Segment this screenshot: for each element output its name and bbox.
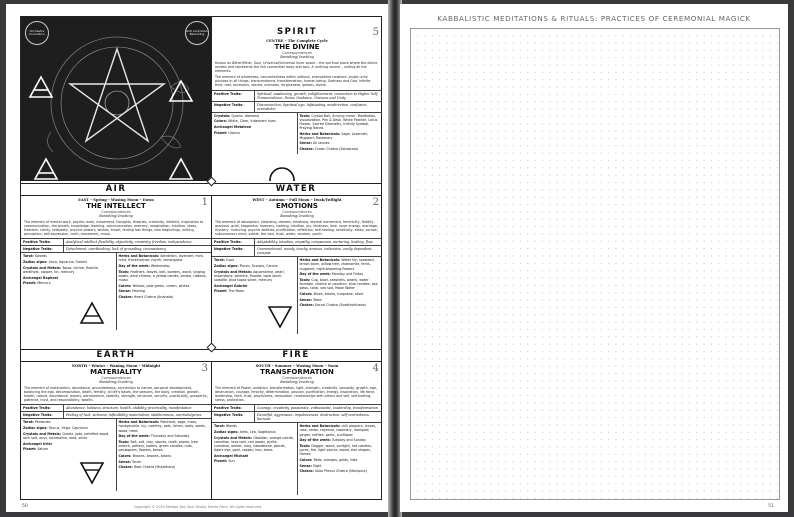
air-kv: Crystals and Metals: Topaz, citrine, fluorite, amethyst, copper, tin, mercury	[23, 265, 99, 274]
earth-kv: Planet: Saturn	[23, 447, 49, 452]
water-kv: Archangel Gabriel	[214, 283, 248, 288]
air-kv: Sense: Hearing	[118, 289, 146, 294]
fire-kv: Colors: Reds, oranges, golds, lilies	[299, 457, 358, 462]
water-correspondences: Correspondences	[282, 210, 312, 214]
spirit-number: 5	[372, 27, 379, 38]
fire-kv: Sense: Sight	[299, 463, 322, 468]
earth-kv: Chakra: Root Chakra (Muladhara)	[118, 465, 176, 470]
air-title: THE INTELLECT	[86, 202, 146, 210]
dot-grid-notes-area[interactable]	[410, 28, 780, 500]
air-negative-row: Negative Traits: Detachment, overthinking, lack of grounding, inconsistency	[21, 245, 211, 252]
spirit-para-2: The element of wholeness, connectedness within without, everywhere nowhere, single unity purpose in all things, transcendence, transformation, human being, Godness and God, infinite time, rest, ancestors, sacred, unknown, forgiveness, golden, divine.	[215, 75, 371, 88]
fire-negative-row: Negative Traits: Deceitful, aggression, impulsiveness, destruction, self-centredness, burnout	[212, 411, 382, 422]
air-positive-row: Positive Traits: Analytical intellect flexibility, objectivity, creativity, freedom, independence	[21, 238, 211, 245]
air-subtitle: EAST – Spring – Waxing Moon – Dawn	[78, 198, 154, 202]
fire-kv: Archangel Michael	[214, 453, 249, 458]
water-kv: Sense: Taste	[299, 297, 322, 302]
earth-kv: Archangel Uriel	[23, 441, 52, 446]
air-number: 1	[201, 197, 208, 208]
fire-kv: Day of the week: Tuesday and Sunday	[299, 438, 366, 443]
water-kv: Tarot: Cups	[214, 258, 235, 263]
pentagram-artwork	[21, 17, 211, 181]
earth-band: EARTH	[21, 349, 211, 360]
water-kv: Planet: The Moon	[214, 289, 245, 294]
air-kv: Day of the week: Wednesday	[118, 264, 170, 269]
fire-details	[212, 422, 382, 495]
running-header: KABBALISTIC MEDITATIONS & RITUALS: PRACTICES OF CEREMONIAL MAGICK	[437, 14, 751, 23]
air-correspondences: Correspondences	[101, 210, 131, 214]
air-section	[21, 195, 211, 346]
right-folio: 51	[768, 504, 774, 509]
spirit-title: THE DIVINE	[274, 43, 320, 51]
water-positive-row: Positive Traits: Adaptability, intuition, empathy, compassion, nurturing, healing, flow	[212, 238, 382, 245]
banishing-badge: Anti Lockdown Banishing	[185, 21, 209, 45]
air-kv: Archangel Raphael	[23, 275, 58, 280]
fire-correspondences: Correspondences	[282, 376, 312, 380]
copyright-line: Copyright © 2024 Melissa Bay Soul Studio. Blerfa Farm. All rights reserved.	[134, 505, 262, 509]
fire-kv: Chakra: Solar Plexus Chakra (Manipura)	[299, 469, 367, 474]
left-folio: 50	[22, 504, 28, 509]
air-kv: Chakra: Heart Chakra (Anahata)	[118, 295, 174, 300]
water-details	[212, 256, 382, 334]
water-number: 2	[372, 197, 379, 208]
spirit-para-1: Known as Æther/Ether, Soul, Universal/Universal inner space – the spiritual place where the divine resides and represents the link connection body and soul. A unifying source – uniting all the elements.	[215, 61, 378, 74]
air-kv: Tools: Feathers, leaves, bell, borders, wand, singing bowls, wind chimes, a yellow candle, smoke, ribbons, music	[118, 269, 207, 283]
fire-kv: Herbs and Botanicals: chili peppers, cloves, rose, cedar, cayenne, rosemary, marigold, ginger, nettles, garlic, sunflower	[299, 424, 377, 437]
left-page	[6, 4, 390, 512]
air-para: The element of mental work, psychic work, movement, thoughts, theories, creativity, intellect, inspiration to communication, the breath, knowledge, learning, communication, memory, imagination, intuition, ideas, freedom, clarity, telepathy, psychic powers, wishes, travel, finding lost things, new beginnings, writing, perception, self-expression, truth, movement, music.	[24, 220, 204, 237]
spirit-kv: Crystals: Quartz, diamond	[214, 113, 260, 118]
water-negative-row: Negative Traits: Overemotional, moody, touchy, anxious, indecisive, easily dependent, escapist	[212, 245, 382, 256]
elements-chart	[20, 16, 382, 500]
water-para: The element of absorption, cleansing, dreams, emotions, eternal movement, femininity, fertility, gracious, grief, happiness, harmony, healing, intuition, joy, kindness, love, lunar energy, marriage, mystery, nurturing, psychic abilities, purification, reflection, self-healing, sensitivity, sleep, sorrow, subconscious mind, subtle, the soul, trust, water, wisdom, youth.	[215, 220, 379, 237]
earth-kv: Tarot: Pentacles	[23, 420, 51, 425]
fire-kv: Crystals and Metals: Obsidian, orange calcite, carnelian, lava rock, red jasper, pyrite, sunstone, amber, ruby, bloodstone, garnet, tigers eye, gold, copper, iron, brass	[214, 435, 295, 453]
fire-subtitle: SOUTH – Summer – Waxing Moon – Noon	[255, 364, 339, 368]
fire-section	[211, 361, 382, 500]
fire-kv: Zodiac signs: Aries, Leo, Sagittarius	[214, 430, 276, 435]
water-section	[211, 195, 382, 346]
air-kv: Planet: Mercury	[23, 281, 51, 286]
water-kv: Crystals and Metals: Aquamarine, pearl, moonstone, selenite, fluorite, lapis lazuli, sodalite, blue topaz silver, mercury	[214, 269, 285, 282]
air-kv: Tarot: Swords	[23, 254, 47, 259]
spirit-negative-row: Negative Traits: Disconnection, Spiritual ego, Infatuating, misdirection, confusion, overwhelm	[212, 101, 382, 112]
spirit-correspondences: Correspondences	[282, 51, 312, 55]
spirit-circle-symbol	[267, 165, 297, 181]
spirit-band: SPIRIT	[276, 27, 318, 37]
fire-kv: Tarot: Wands	[214, 424, 237, 429]
air-kv: Colors: Yellows, pale green, cream, whites	[118, 283, 190, 288]
fire-col-a	[212, 423, 298, 495]
spirit-kv: Herbs and Botanicals: Sage, Lavender, Mugwort, Rosemary	[299, 131, 369, 140]
earth-col-a	[21, 419, 117, 491]
invocation-badge: Orchestra Invocation	[25, 21, 49, 45]
spirit-kv: Tools: Crystal Ball, Scrying mirror, Meditation, visualization, Pen & Desk, White Feather, Lotus Flower, Sacred Geometry, Infinity Symbol, Praying Hands	[299, 113, 378, 130]
fire-banishing: Banishing/ Invoking	[280, 380, 314, 384]
earth-col-b	[117, 419, 212, 491]
earth-kv: Day of the week: Thursday and Saturday	[118, 434, 190, 439]
fire-para: The element of Power, ambition, transformation, light, strength, creativity, sexuality, growth, ego, destruction, courage, ferocity, determination, passion, purification, energy, inspiration, life force, leadership, faith, trust, playfulness, renovation, relationships with others and self, self-healing, stress, protection.	[215, 386, 377, 403]
water-kv: Colors: Blues, blacks, turquoise, silver	[299, 291, 364, 296]
earth-kv: Tools: Salt, soil, clay, stones, chalk, plants, tree branch, pottery, tokens, green candles, nuts, pentagram, flowers, bones	[118, 439, 198, 453]
spirit-col-a	[212, 113, 298, 154]
spirit-kv: Planet: Uranus	[214, 130, 240, 135]
spirit-kv: Archangel Metatron	[214, 124, 252, 129]
earth-number: 3	[201, 363, 208, 374]
water-title: EMOTIONS	[276, 202, 318, 210]
spirit-col-b	[298, 113, 383, 154]
air-details	[21, 252, 211, 330]
earth-para: The element of materialism, abundance, groundedness, connection to nature, personal development, balancing the ego, decomposition, death, fertility, all life's bases, the seasons, the body, creation, growth, health, nature, abundance, money, permanence, stability, strength, structure, security, practicality, prosperity, patience, trust, and responsibility, wealth.	[24, 386, 208, 403]
air-col-a	[21, 253, 117, 330]
spirit-subtitle: CENTRE – The Complete Cycle	[266, 39, 328, 43]
earth-kv: Herbs and Botanicals: Patchouli, sage, moss, honeysuckle, ivy, comfrey, oats, lichen, roots, seeds, wood, trees	[118, 420, 206, 433]
earth-kv: Zodiac signs: Taurus, Virgo, Capricorn	[23, 426, 88, 431]
spirit-kv: Chakra: Crown Chakra (Sahasrara)	[299, 147, 359, 151]
spirit-section	[211, 17, 382, 181]
water-col-a	[212, 257, 298, 334]
fire-title: TRANSFORMATION	[260, 368, 334, 376]
earth-title: MATERIALITY	[90, 368, 142, 376]
earth-section	[21, 361, 211, 500]
fire-positive-row: Positive Traits: Courage, creativity, passionate, enthusiastic, leadership, transformation	[212, 404, 382, 411]
air-banishing: Banishing/ Invoking	[99, 214, 133, 218]
water-kv: Tools: Cup, bowl, seashells, pearls, water fountain, chalice or cauldron, blue candles, sea glass, coral, sea salt, Moon Water	[299, 277, 378, 291]
water-kv: Day of the week: Monday and Friday	[299, 272, 364, 277]
spirit-kv: Sense: All senses	[299, 141, 330, 146]
earth-positive-row: Positive Traits: Abundance, holiness, structure, health, stability, practicality, manifestation	[21, 404, 211, 411]
spirit-banishing: Banishing/ Invoking	[280, 55, 314, 59]
air-triangle-symbol	[79, 301, 105, 325]
earth-kv: Sense: Touch	[118, 459, 142, 464]
earth-details	[21, 418, 211, 491]
pentagram-illustration	[21, 17, 211, 181]
water-kv: Herbs and Botanicals: Water lily, seaweed, lemon balm, willow tree, chamomile, ferns, mugwort, night-blooming flowers	[299, 258, 375, 271]
air-band: AIR	[21, 183, 211, 194]
earth-banishing: Banishing/ Invoking	[99, 380, 133, 384]
air-kv: Zodiac signs: Libra, Aquarius, Gemini	[23, 260, 88, 265]
right-page	[400, 4, 788, 512]
air-kv: Herbs and Botanicals: dandelion, lavender, mint, mint, frankincense, myrrh, lemongrass	[118, 254, 204, 263]
fire-number: 4	[372, 363, 379, 374]
water-band: WATER	[211, 183, 381, 194]
water-kv: Zodiac signs: Pisces, Scorpio, Cancer	[214, 264, 278, 269]
water-triangle-symbol	[267, 305, 293, 329]
spirit-kv: Colors: White, Clear, Iridescent hues	[214, 119, 276, 124]
earth-negative-row: Negative Traits: Feeling of lack, sickness, inflexibility, materialism, stubbornness, overindulgence	[21, 411, 211, 418]
spirit-details	[212, 112, 382, 154]
earth-kv: Crystals and Metals: Quartz, jade, petrified wood, rock salt, onyx, tourmaline, lead, silver	[23, 431, 110, 440]
water-subtitle: WEST – Autumn – Full Moon – Dusk/Twilight	[252, 198, 342, 202]
fire-kv: Planet: Sun	[214, 459, 235, 464]
earth-correspondences: Correspondences	[101, 376, 131, 380]
fire-col-b	[298, 423, 383, 495]
earth-kv: Colors: Browns, browns, blacks	[118, 453, 172, 458]
spirit-positive-row: Positive Traits: Spiritual, awakening, growth, enlightenment, connection to Higher Self, Transcendence, Divine Guidance, Oneness and Unity	[212, 90, 382, 101]
fire-kv: Tools: Dagger, wand, sunlight, hot candles, pyres, fire, light source, blood, star shapes, flames	[299, 443, 373, 457]
air-col-b	[117, 253, 212, 330]
earth-triangle-symbol	[79, 461, 105, 485]
water-banishing: Banishing/ Invoking	[280, 214, 314, 218]
fire-band: FIRE	[211, 349, 381, 360]
water-kv: Chakra: Sacral Chakra (Svadhishthana)	[299, 303, 366, 308]
water-col-b	[298, 257, 383, 334]
earth-subtitle: NORTH – Winter – Waning Moon – Midnight	[71, 364, 161, 368]
